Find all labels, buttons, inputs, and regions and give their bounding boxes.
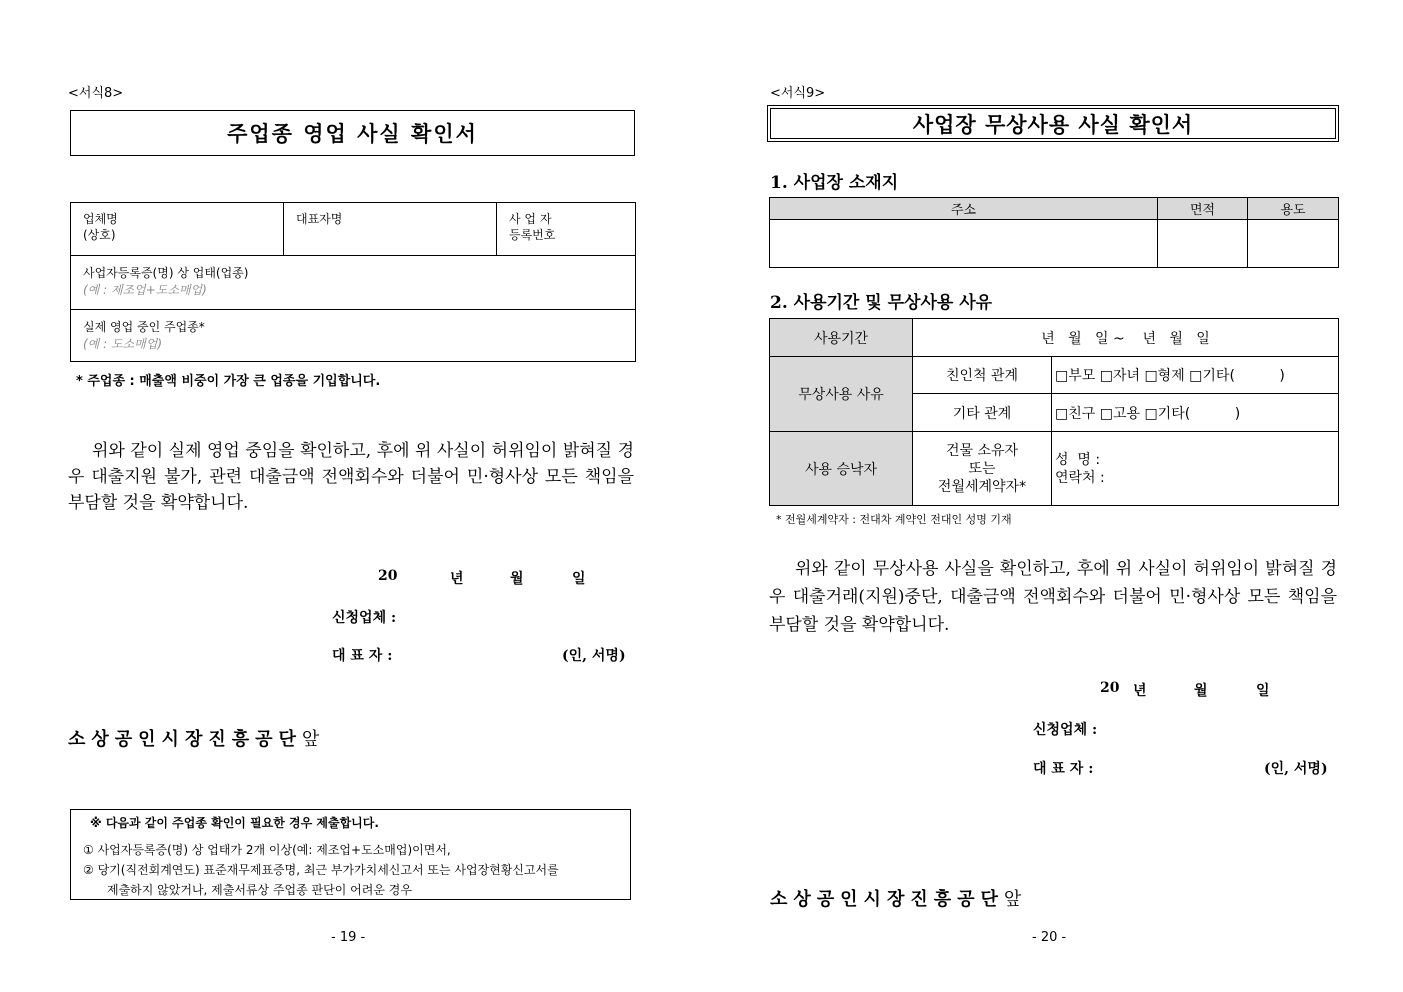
owner-cell [913, 432, 1052, 506]
date-prefix: 20 [378, 568, 398, 584]
recipient-line [770, 885, 1021, 911]
period-label: 사용기간 [770, 319, 913, 357]
biz-no-label: 사 업 자 등록번호 [509, 212, 556, 242]
form-label-9: <서식9> [770, 86, 826, 101]
reg-type-label: 사업자등록증(명) 상 업태(업종) [83, 266, 249, 280]
form-title-frame [767, 105, 1339, 142]
approver-info-cell[interactable] [1052, 432, 1339, 506]
date-month: 월 [1194, 683, 1208, 699]
notice-title: ※ 다음과 같이 주업종 확인이 필요한 경우 제출합니다. [90, 816, 379, 830]
actual-type-example: (예 : 도소매업) [83, 337, 162, 351]
company-name-cell[interactable] [71, 203, 284, 256]
date-day: 일 [572, 571, 586, 587]
owner-line-1: 건물 소유자 [945, 442, 1019, 459]
form-label-8: <서식8> [68, 86, 124, 101]
header-address: 주소 [770, 198, 1158, 220]
representative-label: 대 표 자 : [1033, 761, 1094, 777]
seal-signature: (인, 서명) [1264, 761, 1328, 777]
header-area: 면적 [1158, 198, 1248, 220]
recipient-suffix: 앞 [1003, 889, 1022, 910]
recipient-line [68, 725, 319, 751]
approver-name-label: 성 명 : [1055, 451, 1101, 468]
date-year: 년 [1133, 683, 1147, 699]
company-name-label: 업체명 (상호) [83, 212, 118, 242]
notice-box [70, 809, 631, 900]
period-value[interactable]: 년 월 일 ~ 년 월 일 [913, 319, 1339, 357]
actual-type-cell[interactable] [71, 310, 636, 362]
notice-item-1: ① 사업자등록증(명) 상 업태가 2개 이상(예: 제조업+도소매업)이면서, [83, 843, 451, 857]
owner-line-2: 또는 [968, 460, 996, 477]
date-prefix: 20 [1100, 680, 1120, 696]
reg-type-example: (예 : 제조업+도소매업) [83, 283, 207, 297]
declaration-text: 위와 같이 무상사용 사실을 확인하고, 후에 위 사실이 허위임이 밝혀질 경우 대출거래(지원)중단, 대출금액 전액회수와 더불어 민·형사상 모든 책임을 부담할 것을 확약합니다. [769, 559, 1337, 635]
footnote-lessee: * 전월세계약자 : 전대차 계약인 전대인 성명 기재 [776, 513, 1012, 526]
recipient-suffix: 앞 [301, 729, 320, 750]
recipient-name: 소상공인시장진흥공단 [68, 729, 302, 750]
reg-type-cell[interactable] [71, 256, 636, 310]
section-2-heading: 2. 사용기간 및 무상사용 사유 [770, 293, 993, 313]
page-number-20: - 20 - [1032, 930, 1067, 945]
representative-label: 대 표 자 : [332, 648, 393, 664]
rep-name-label: 대표자명 [296, 212, 343, 226]
actual-type-label: 실제 영업 중인 주업종* [83, 320, 205, 334]
relation-family-options[interactable]: □부모 □자녀 □형제 □기타( ) [1052, 357, 1339, 394]
recipient-name: 소상공인시장진흥공단 [770, 889, 1004, 910]
form-title [70, 110, 635, 156]
biz-no-cell[interactable] [497, 203, 636, 256]
form-title-text: 사업장 무상사용 사실 확인서 [912, 112, 1194, 137]
date-year: 년 [450, 571, 464, 587]
header-usage: 용도 [1248, 198, 1339, 220]
form-title-inner [770, 108, 1336, 139]
relation-family-label: 친인척 관계 [913, 357, 1052, 394]
page-number-19: - 19 - [331, 930, 366, 945]
applicant-label: 신청업체 : [1033, 722, 1098, 738]
applicant-label: 신청업체 : [332, 610, 397, 626]
relation-other-options[interactable]: □친구 □고용 □기타( ) [1052, 394, 1339, 432]
seal-signature: (인, 서명) [562, 648, 626, 664]
notice-item-2-cont: 제출하지 않았거나, 제출서류상 주업종 판단이 어려운 경우 [107, 883, 412, 897]
address-cell[interactable] [770, 220, 1158, 268]
date-day: 일 [1256, 683, 1270, 699]
rep-name-cell[interactable] [284, 203, 497, 256]
section-1-heading: 1. 사업장 소재지 [770, 173, 899, 193]
reason-label: 무상사용 사유 [770, 357, 913, 432]
relation-other-label: 기타 관계 [913, 394, 1052, 432]
approver-label: 사용 승낙자 [770, 432, 913, 506]
business-info-table [70, 202, 636, 362]
approver-contact-label: 연락처 : [1055, 469, 1105, 486]
usage-cell[interactable] [1248, 220, 1339, 268]
owner-line-3: 전월세계약자* [937, 478, 1027, 495]
footnote-main-type: * 주업종 : 매출액 비중이 가장 큰 업종을 기입합니다. [76, 374, 381, 389]
usage-table [769, 318, 1339, 506]
notice-item-2: ② 당기(직전회계연도) 표준재무제표증명, 최근 부가가치세신고서 또는 사업장현황신고서를 [83, 863, 559, 877]
declaration-text: 위와 같이 실제 영업 중임을 확인하고, 후에 위 사실이 허위임이 밝혀질 경우 대출지원 불가, 관련 대출금액 전액회수와 더불어 민·형사상 모든 책임을 부담할 것을 확약합니다. [68, 441, 634, 513]
location-table [769, 197, 1339, 268]
area-cell[interactable] [1158, 220, 1248, 268]
date-month: 월 [510, 571, 524, 587]
form-title-text: 주업종 영업 사실 확인서 [227, 122, 478, 146]
